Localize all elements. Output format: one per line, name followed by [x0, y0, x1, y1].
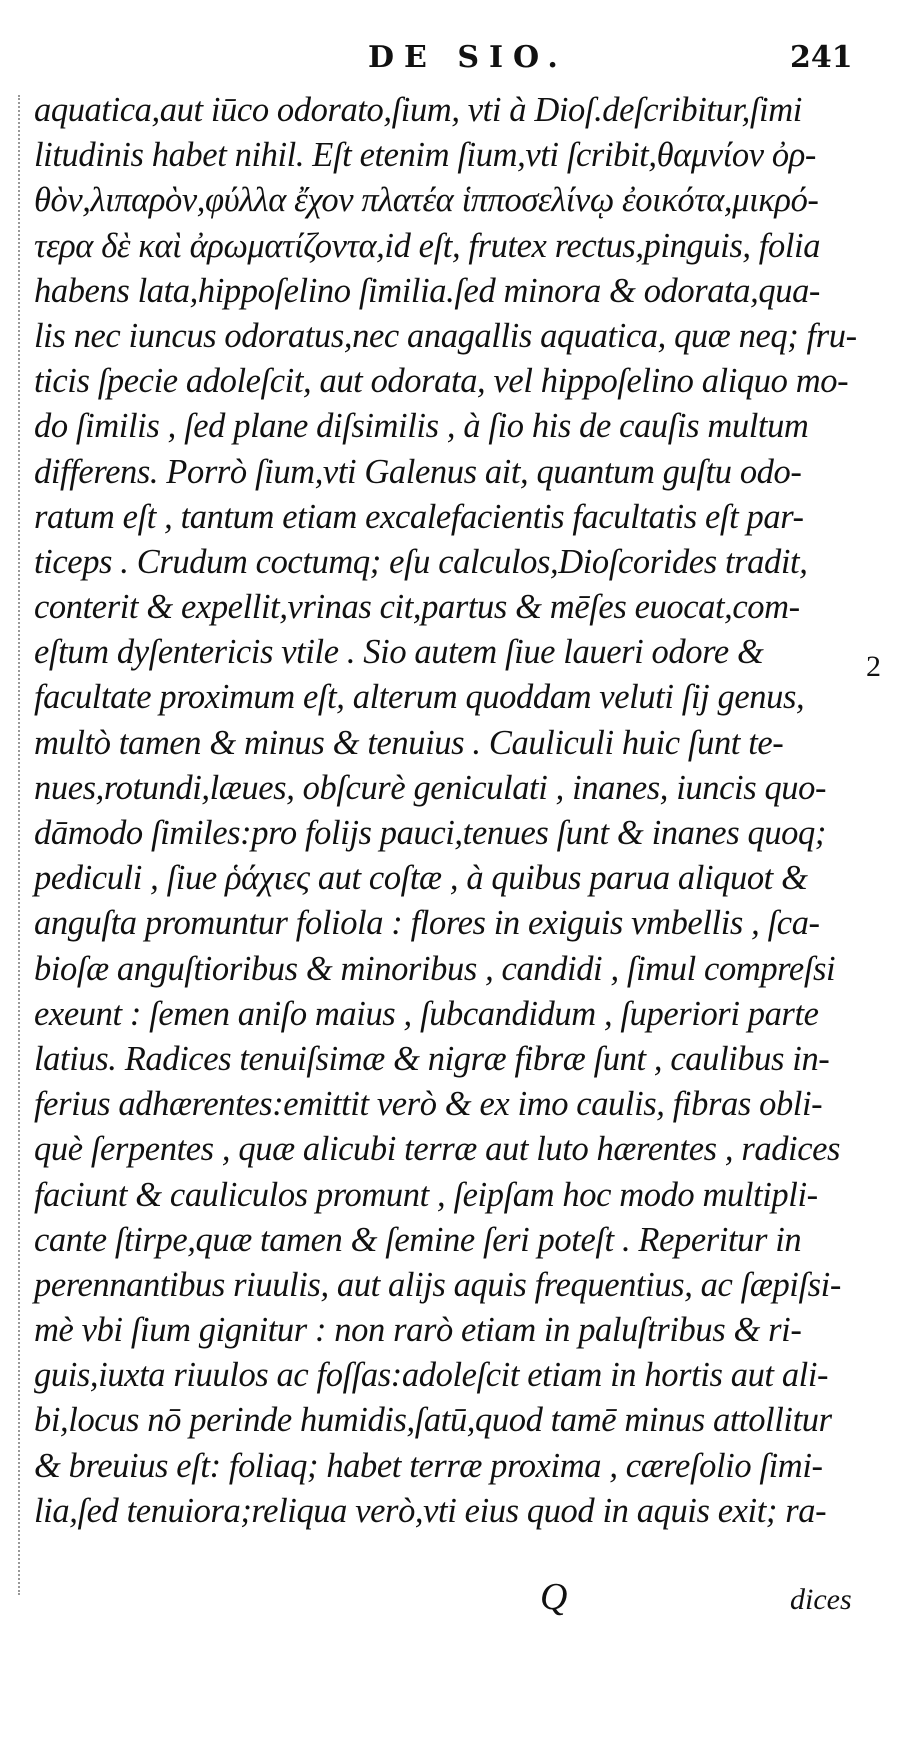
text-line: cante ſtirpe,quæ tamen & ſemine ſeri poteſt . Reperitur in [34, 1220, 802, 1259]
text-line: facultate proximum eſt, alterum quoddam veluti ſij genus, [34, 678, 805, 717]
text-line: lis nec iuncus odoratus,nec anagallis aquatica, quæ neq; fru- [34, 316, 857, 355]
text-line: ferius adhærentes:emittit verò & ex imo caulis, fibras obli- [34, 1085, 823, 1124]
text-line: do ſimilis , ſed plane diſsimilis , à ſio his de cauſis multum [34, 407, 809, 446]
running-title: DE SIO. [368, 40, 568, 75]
text-line: eſtum dyſentericis vtile . Sio autem ſiue laueri odore & [34, 633, 764, 672]
text-line: differens. Porrò ſium,vti Galenus ait, quantum guſtu odo- [34, 452, 802, 491]
text-line: perennantibus riuulis, aut alijs aquis frequentius, ac ſæpiſsi- [34, 1265, 841, 1304]
text-line: litudinis habet nihil. Eſt etenim ſium,vti ſcribit,θαμνίον ὀρ- [34, 136, 816, 175]
page-number: 241 [790, 40, 853, 75]
text-line: conterit & expellit,vrinas cit,partus & mēſes euocat,com- [34, 588, 800, 627]
text-line: anguſta promuntur foliola : flores in exiguis vmbellis , ſca- [34, 904, 820, 943]
page-edge-binding [0, 95, 20, 1595]
text-line: exeunt : ſemen aniſo maius , ſubcandidum , ſuperiori parte [34, 994, 819, 1033]
signature-mark: Q [540, 1576, 568, 1618]
text-line: aquatica,aut iūco odorato,ſium, vti à Dioſ.deſcribitur,ſimi [34, 91, 802, 129]
text-line: θὸν,λιπαρὸν,φύλλα ἔχον πλατέα ἱπποσελίνῳ ἐοικότα,μικρό- [34, 181, 819, 220]
catchword: dices [790, 1583, 852, 1616]
text-line: lia,ſed tenuiora;reliqua verò,vti eius quod in aquis exit; ra- [34, 1491, 827, 1530]
text-line: bi,locus nō perinde humidis,ſatū,quod tamē minus attollitur [34, 1401, 832, 1440]
text-line: pediculi , ſiue ῥάχιες aut coſtæ , à quibus parua aliquot & [34, 859, 808, 898]
text-line: mè vbi ſium gignitur : non rarò etiam in paluſtribus & ri- [34, 1311, 802, 1350]
text-line: guis,iuxta riuulos ac foſſas:adoleſcit etiam in hortis aut ali- [34, 1356, 829, 1395]
text-line: ticis ſpecie adoleſcit, aut odorata, vel hippoſelino aliquo mo- [34, 362, 849, 401]
text-line: habens lata,hippoſelino ſimilia.ſed minora & odorata,qua- [34, 271, 821, 310]
text-line: multò tamen & minus & tenuius . Cauliculi huic ſunt te- [34, 723, 784, 762]
text-line: ratum eſt , tantum etiam excalefacientis facultatis eſt par- [34, 497, 804, 536]
text-line: ticeps . Crudum coctumq; eſu calculos,Dioſcorides tradit, [34, 542, 808, 581]
text-line: τερα δὲ καὶ ἀρωματίζοντα,id eſt, frutex rectus,pinguis, folia [34, 226, 821, 265]
text-line: dāmodo ſimiles:pro folijs pauci,tenues ſunt & inanes quoq; [34, 814, 826, 852]
margin-note: 2 [866, 650, 881, 683]
text-line: latius. Radices tenuiſsimæ & nigræ fibræ ſunt , caulibus in- [34, 1039, 830, 1078]
text-line: bioſæ anguſtioribus & minoribus , candidi , ſimul compreſsi [34, 949, 836, 988]
text-line: què ſerpentes , quæ alicubi terræ aut luto hærentes , radices [34, 1130, 841, 1169]
page-header [0, 40, 900, 88]
text-line: & breuius eſt: foliaq; habet terræ proxima , cæreſolio ſimi- [34, 1446, 823, 1485]
text-line: nues,rotundi,læues, obſcurè geniculati , inanes, iuncis quo- [34, 768, 827, 807]
body-text [34, 88, 857, 1534]
text-line: faciunt & cauliculos promunt , ſeipſam hoc modo multipli- [34, 1175, 818, 1214]
